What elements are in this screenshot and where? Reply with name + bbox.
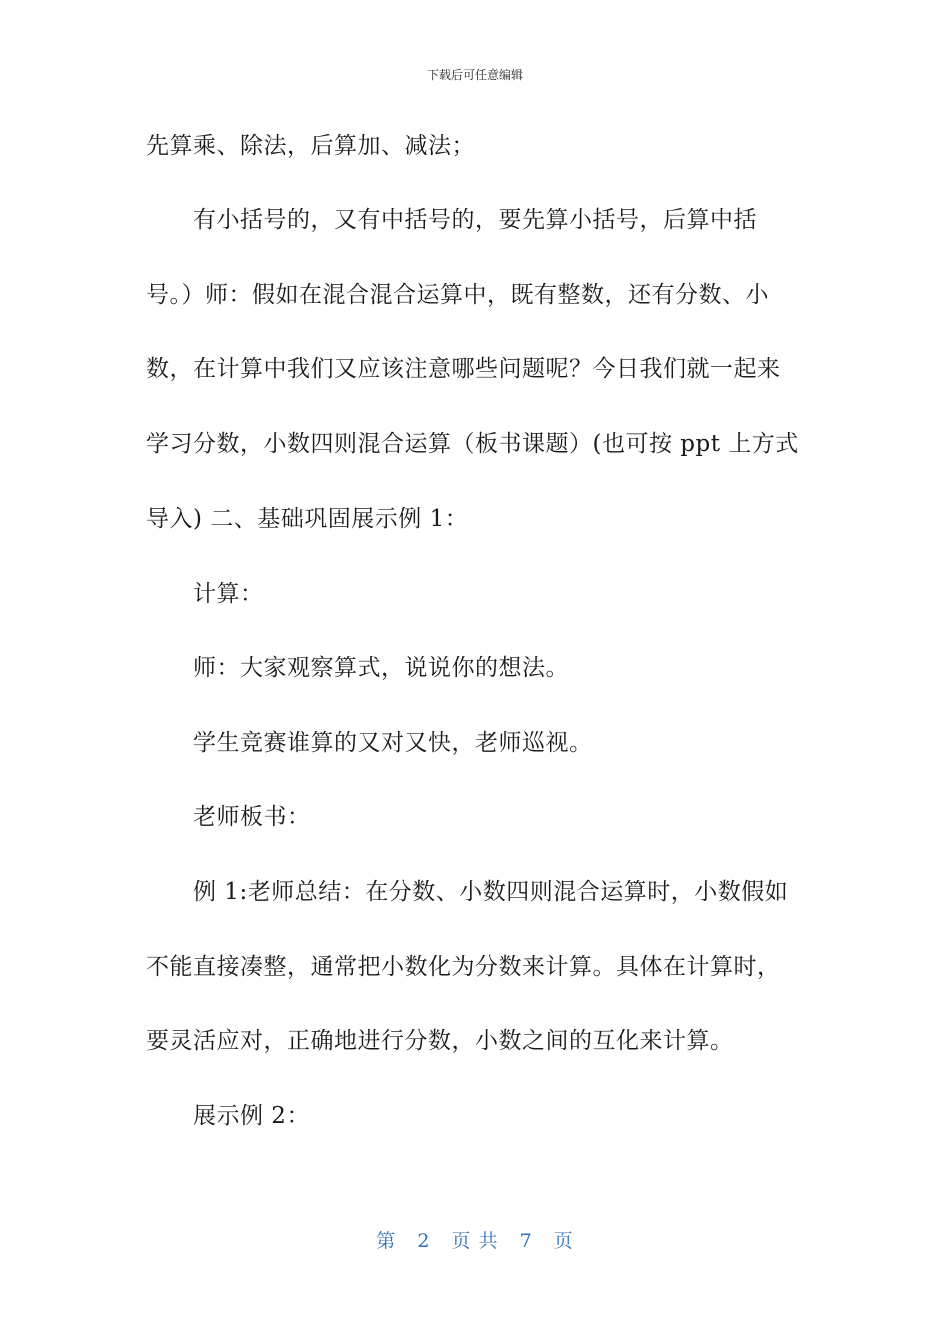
paragraph-line: 导入) 二、基础巩固展示例 1：: [146, 506, 469, 532]
paragraph-line: 展示例 2：: [193, 1103, 310, 1129]
paragraph-line: 号。）师：假如在混合混合运算中，既有整数，还有分数、小: [146, 282, 769, 308]
paragraph-line: 学习分数，小数四则混合运算（板书课题）(也可按 ppt 上方式: [146, 431, 799, 457]
footer-prefix: 第: [376, 1230, 397, 1252]
paragraph-line: 老师板书：: [193, 804, 311, 830]
paragraph-line: 先算乘、除法，后算加、减法；: [146, 133, 475, 159]
paragraph-line: 有小括号的，又有中括号的，要先算小括号，后算中括: [193, 207, 757, 233]
page-footer: [0, 1226, 950, 1253]
header-note: 下载后可任意编辑: [426, 68, 523, 82]
paragraph-line: 要灵活应对，正确地进行分数，小数之间的互化来计算。: [146, 1028, 734, 1054]
paragraph-line: 计算：: [193, 581, 264, 607]
paragraph-line: 例 1:老师总结：在分数、小数四则混合运算时，小数假如: [193, 879, 789, 905]
footer-suffix: 页: [553, 1230, 574, 1252]
paragraph-line: 学生竞赛谁算的又对又快，老师巡视。: [193, 730, 593, 756]
paragraph-line: 师：大家观察算式，说说你的想法。: [193, 655, 569, 681]
paragraph-line: 数，在计算中我们又应该注意哪些问题呢？今日我们就一起来: [146, 356, 781, 382]
footer-total-pages: 7: [519, 1230, 533, 1252]
footer-page-number: 2: [417, 1230, 431, 1252]
paragraph-line: 不能直接凑整，通常把小数化为分数来计算。具体在计算时，: [146, 954, 781, 980]
footer-middle: 页 共: [451, 1230, 499, 1252]
